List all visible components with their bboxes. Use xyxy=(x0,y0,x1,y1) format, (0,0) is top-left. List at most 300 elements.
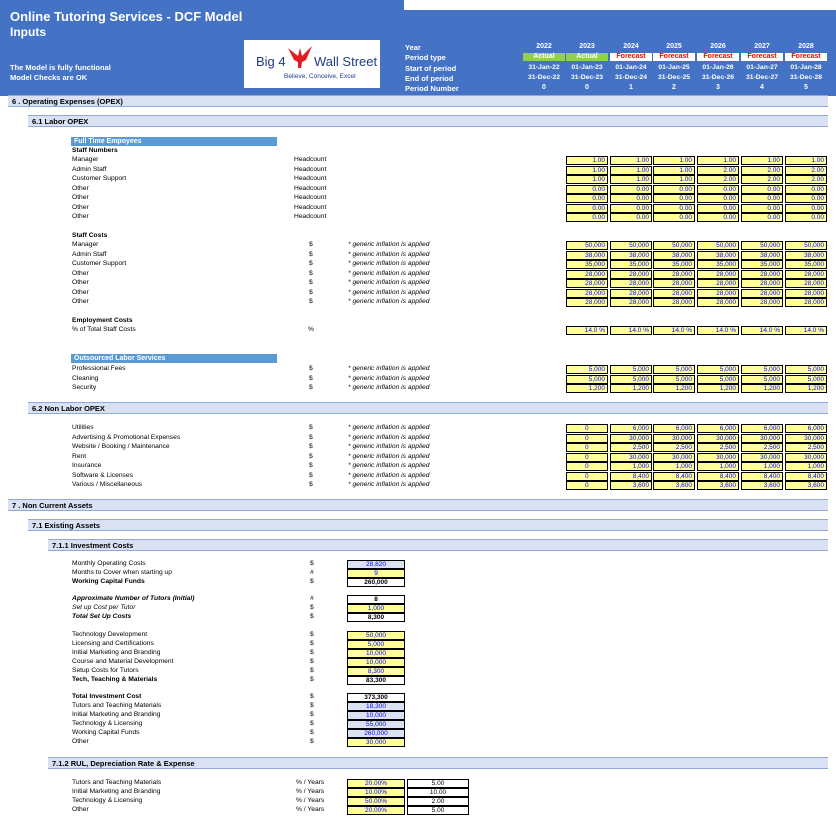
non-labor-note: * generic inflation is applied xyxy=(348,433,430,441)
staff-number-input-cell[interactable]: 1.00 xyxy=(566,166,608,175)
staff-cost-input-cell[interactable]: 35,000 xyxy=(610,260,652,269)
investment-cell: 83,300 xyxy=(347,676,405,685)
period-start: 01-Jan-27 xyxy=(746,64,778,71)
staff-number-input-cell[interactable]: 0.00 xyxy=(610,213,652,222)
period-number: 2 xyxy=(672,84,676,91)
non-labor-label: Software & Licenses xyxy=(72,471,133,479)
staff-number-input-cell[interactable]: 1.00 xyxy=(610,166,652,175)
staff-number-input-cell[interactable]: 0.00 xyxy=(697,213,739,222)
staff-cost-input-cell[interactable]: 28,000 xyxy=(697,279,739,288)
investment-unit: $ xyxy=(310,631,314,638)
non-labor-input-cell[interactable]: 3,600 xyxy=(741,481,783,490)
outsourced-label: Security xyxy=(72,384,97,391)
depreciation-rate-cell[interactable]: 10.00% xyxy=(347,788,405,797)
staff-cost-input-cell[interactable]: 28,000 xyxy=(741,270,783,279)
staff-cost-input-cell[interactable]: 50,000 xyxy=(741,241,783,250)
staff-number-input-cell[interactable]: 0.00 xyxy=(566,213,608,222)
staff-cost-input-cell[interactable]: 28,000 xyxy=(653,289,695,298)
investment-label: Other xyxy=(72,738,89,745)
non-labor-input-cell[interactable]: 30,000 xyxy=(697,434,739,443)
staff-number-input-cell[interactable]: 0.00 xyxy=(610,194,652,203)
period-end: 31-Dec-24 xyxy=(614,74,648,81)
staff-number-input-cell[interactable]: 1.00 xyxy=(653,175,695,184)
staff-number-input-cell[interactable]: 1.00 xyxy=(566,175,608,184)
rul-unit: % / Years xyxy=(296,797,325,804)
non-labor-unit: $ xyxy=(309,424,313,431)
staff-cost-note: * generic inflation is applied xyxy=(348,250,430,258)
investment-unit: $ xyxy=(310,560,314,567)
staff-cost-input-cell[interactable]: 38,000 xyxy=(566,251,608,260)
investment-label: Working Capital Funds xyxy=(72,578,145,585)
staff-number-input-cell[interactable]: 1.00 xyxy=(697,156,739,165)
outsourced-input-cell[interactable]: 1,200 xyxy=(610,384,652,393)
non-labor-note: * generic inflation is applied xyxy=(348,471,430,479)
non-labor-input-cell[interactable]: 1,000 xyxy=(741,462,783,471)
non-labor-input-cell[interactable]: 3,600 xyxy=(610,481,652,490)
staff-cost-input-cell[interactable]: 28,000 xyxy=(610,270,652,279)
outsourced-input-cell[interactable]: 5,000 xyxy=(697,375,739,384)
staff-cost-input-cell[interactable]: 35,000 xyxy=(697,260,739,269)
investment-unit: $ xyxy=(310,613,314,620)
staff-number-label: Other xyxy=(72,203,89,211)
period-start: 01-Jan-23 xyxy=(571,64,603,71)
year-label: 2025 xyxy=(666,43,682,50)
period-type-forecast: Forecast xyxy=(653,53,695,61)
non-labor-input-cell[interactable]: 2,500 xyxy=(741,443,783,452)
rul-label: Other xyxy=(72,806,89,813)
staff-cost-input-cell[interactable]: 35,000 xyxy=(741,260,783,269)
outsourced-input-cell[interactable]: 5,000 xyxy=(610,365,652,374)
sheet-title: Inputs xyxy=(10,25,46,39)
investment-label: Tech, Teaching & Materials xyxy=(72,676,158,683)
investment-cell[interactable]: 10,000 xyxy=(347,658,405,667)
investment-unit: $ xyxy=(310,693,314,700)
staff-cost-label: Other xyxy=(72,279,89,286)
period-type-forecast: Forecast xyxy=(741,53,783,61)
non-labor-input-cell[interactable]: 3,600 xyxy=(653,481,695,490)
investment-cell[interactable]: 260,000 xyxy=(347,729,405,738)
staff-cost-input-cell[interactable]: 28,000 xyxy=(566,298,608,307)
staff-cost-input-cell[interactable]: 28,000 xyxy=(785,270,827,279)
outsourced-input-cell[interactable]: 1,200 xyxy=(741,384,783,393)
investment-cell[interactable]: 10,000 xyxy=(347,711,405,720)
non-labor-input-cell[interactable]: 0 xyxy=(566,424,608,433)
staff-number-input-cell[interactable]: 2.00 xyxy=(697,166,739,175)
period-type-forecast: Forecast xyxy=(785,53,827,61)
investment-label: Set up Cost per Tutor xyxy=(72,604,136,611)
non-labor-input-cell[interactable]: 2,500 xyxy=(653,443,695,452)
staff-number-input-cell[interactable]: 0.00 xyxy=(566,194,608,203)
staff-number-input-cell[interactable]: 0.00 xyxy=(697,194,739,203)
non-labor-label: Various / Miscellaneous xyxy=(72,481,143,488)
outsourced-header: Outsourced Labor Services xyxy=(71,354,277,363)
investment-cell[interactable]: 8 xyxy=(347,595,405,604)
outsourced-input-cell[interactable]: 1,200 xyxy=(697,384,739,393)
staff-cost-input-cell[interactable]: 35,000 xyxy=(653,260,695,269)
ec-unit: % xyxy=(308,326,314,333)
investment-cell[interactable]: 8,300 xyxy=(347,667,405,676)
ec-label: % of Total Staff Costs xyxy=(72,326,136,333)
staff-cost-input-cell[interactable]: 38,000 xyxy=(785,251,827,260)
non-labor-input-cell[interactable]: 2,500 xyxy=(610,443,652,452)
non-labor-input-cell[interactable]: 6,000 xyxy=(741,424,783,433)
staff-cost-note: * generic inflation is applied xyxy=(348,288,430,296)
staff-cost-unit: $ xyxy=(309,288,313,296)
investment-label: Course and Material Development xyxy=(72,658,174,665)
staff-cost-input-cell[interactable]: 50,000 xyxy=(653,241,695,250)
staff-number-input-cell[interactable]: 0.00 xyxy=(697,185,739,194)
staff-number-input-cell[interactable]: 0.00 xyxy=(741,185,783,194)
non-labor-input-cell[interactable]: 0 xyxy=(566,443,608,452)
staff-cost-input-cell[interactable]: 50,000 xyxy=(785,241,827,250)
staff-cost-unit: $ xyxy=(309,241,313,248)
non-labor-input-cell[interactable]: 1,000 xyxy=(653,462,695,471)
investment-cell[interactable]: 10,000 xyxy=(347,649,405,658)
investment-label: Months to Cover when starting up xyxy=(72,569,172,576)
employment-cost-cell[interactable]: 14.0 % xyxy=(697,326,739,335)
non-labor-input-cell[interactable]: 6,000 xyxy=(785,424,827,433)
period-type-actual: Actual xyxy=(566,53,608,61)
staff-cost-unit: $ xyxy=(309,269,313,277)
non-labor-input-cell[interactable]: 1,000 xyxy=(697,462,739,471)
row-label-period-number: Period Number xyxy=(405,84,459,93)
staff-number-label: Customer Support xyxy=(72,175,127,182)
employment-costs-heading: Employment Costs xyxy=(72,317,133,324)
investment-unit: $ xyxy=(310,658,314,665)
staff-number-input-cell[interactable]: 0.00 xyxy=(741,204,783,213)
period-end: 31-Dec-27 xyxy=(745,74,779,81)
staff-number-input-cell[interactable]: 2.00 xyxy=(741,166,783,175)
period-end: 31-Dec-25 xyxy=(657,74,691,81)
period-end: 31-Dec-23 xyxy=(570,74,604,81)
non-labor-input-cell[interactable]: 6,000 xyxy=(610,424,652,433)
non-labor-input-cell[interactable]: 3,600 xyxy=(785,481,827,490)
investment-label: Initial Marketing and Branding xyxy=(72,649,161,656)
staff-cost-input-cell[interactable]: 28,000 xyxy=(566,289,608,298)
row-label-start: Start of period xyxy=(405,64,457,73)
non-labor-input-cell[interactable]: 30,000 xyxy=(741,453,783,462)
staff-number-input-cell[interactable]: 0.00 xyxy=(741,213,783,222)
employment-cost-cell[interactable]: 14.0 % xyxy=(741,326,783,335)
depreciation-rate-cell[interactable]: 20.00% xyxy=(347,779,405,788)
non-labor-input-cell[interactable]: 30,000 xyxy=(610,434,652,443)
non-labor-unit: $ xyxy=(309,443,313,450)
row-label-period-type: Period type xyxy=(405,53,446,62)
investment-unit: $ xyxy=(310,667,314,674)
staff-cost-input-cell[interactable]: 28,000 xyxy=(785,298,827,307)
investment-label: Technology & Licensing xyxy=(72,720,143,727)
investment-cell: 260,000 xyxy=(347,578,405,587)
investment-label: Initial Marketing and Branding xyxy=(72,711,161,718)
rul-years-cell: 5.00 xyxy=(407,806,469,815)
staff-number-unit: Headcount xyxy=(294,156,327,163)
staff-number-input-cell[interactable]: 2.00 xyxy=(785,175,827,184)
non-labor-note: * generic inflation is applied xyxy=(348,443,430,450)
staff-cost-label: Customer Support xyxy=(72,260,127,267)
section-7-1-2-header: 7.1.2 RUL, Depreciation Rate & Expense xyxy=(48,757,828,769)
staff-cost-note: * generic inflation is applied xyxy=(348,260,430,267)
outsourced-input-cell[interactable]: 5,000 xyxy=(653,375,695,384)
staff-number-input-cell[interactable]: 0.00 xyxy=(610,185,652,194)
section-7-1-header: 7.1 Existing Assets xyxy=(28,519,828,531)
outsourced-input-cell[interactable]: 5,000 xyxy=(566,365,608,374)
non-labor-input-cell[interactable]: 1,000 xyxy=(785,462,827,471)
staff-number-input-cell[interactable]: 0.00 xyxy=(566,185,608,194)
non-labor-input-cell[interactable]: 30,000 xyxy=(785,434,827,443)
outsourced-note: * generic inflation is applied xyxy=(348,384,430,391)
investment-label: Total Set Up Costs xyxy=(72,613,132,620)
staff-cost-input-cell[interactable]: 38,000 xyxy=(741,251,783,260)
section-6-1-header: 6.1 Labor OPEX xyxy=(28,115,828,127)
section-6-2-header: 6.2 Non Labor OPEX xyxy=(28,402,828,414)
investment-unit: $ xyxy=(310,604,314,611)
staff-number-input-cell[interactable]: 0.00 xyxy=(741,194,783,203)
non-labor-input-cell[interactable]: 6,000 xyxy=(697,424,739,433)
staff-cost-input-cell[interactable]: 38,000 xyxy=(697,251,739,260)
outsourced-label: Professional Fees xyxy=(72,365,126,372)
investment-cell[interactable]: 9 xyxy=(347,569,405,578)
staff-cost-input-cell[interactable]: 28,000 xyxy=(741,298,783,307)
non-labor-input-cell[interactable]: 30,000 xyxy=(610,453,652,462)
employment-cost-cell[interactable]: 14.0 % xyxy=(785,326,827,335)
staff-number-input-cell[interactable]: 0.00 xyxy=(785,213,827,222)
non-labor-input-cell[interactable]: 30,000 xyxy=(653,453,695,462)
staff-number-input-cell[interactable]: 1.00 xyxy=(566,156,608,165)
staff-number-input-cell[interactable]: 1.00 xyxy=(741,156,783,165)
staff-cost-input-cell[interactable]: 28,000 xyxy=(610,289,652,298)
non-labor-input-cell[interactable]: 3,600 xyxy=(697,481,739,490)
period-start: 01-Jan-28 xyxy=(790,64,822,71)
outsourced-unit: $ xyxy=(309,365,313,372)
staff-cost-label: Other xyxy=(72,269,89,277)
non-labor-input-cell[interactable]: 0 xyxy=(566,472,608,481)
outsourced-unit: $ xyxy=(309,374,313,382)
non-labor-note: * generic inflation is applied xyxy=(348,452,430,460)
outsourced-input-cell[interactable]: 1,200 xyxy=(785,384,827,393)
staff-number-input-cell[interactable]: 0.00 xyxy=(785,204,827,213)
investment-unit: $ xyxy=(310,676,314,683)
staff-cost-unit: $ xyxy=(309,250,313,258)
investment-unit: $ xyxy=(310,702,314,709)
staff-number-unit: Headcount xyxy=(294,194,327,201)
staff-cost-input-cell[interactable]: 28,000 xyxy=(566,270,608,279)
non-labor-label: Utilities xyxy=(72,424,94,431)
staff-cost-input-cell[interactable]: 28,000 xyxy=(697,298,739,307)
staff-number-input-cell[interactable]: 0.00 xyxy=(785,194,827,203)
period-start: 01-Jan-24 xyxy=(615,64,647,71)
staff-number-label: Manager xyxy=(72,156,99,163)
staff-number-input-cell[interactable]: 0.00 xyxy=(697,204,739,213)
staff-cost-input-cell[interactable]: 28,000 xyxy=(785,279,827,288)
depreciation-rate-cell[interactable]: 50.00% xyxy=(347,797,405,806)
investment-cell[interactable]: 30,000 xyxy=(347,738,405,747)
investment-label: Setup Costs for Tutors xyxy=(72,667,139,674)
non-labor-input-cell[interactable]: 8,400 xyxy=(653,472,695,481)
non-labor-note: * generic inflation is applied xyxy=(348,424,430,431)
period-number: 0 xyxy=(542,84,546,91)
non-labor-input-cell[interactable]: 1,000 xyxy=(610,462,652,471)
period-start: 31-Jan-22 xyxy=(528,64,560,71)
non-labor-input-cell[interactable]: 0 xyxy=(566,481,608,490)
non-labor-label: Advertising & Promotional Expenses xyxy=(72,433,181,441)
investment-unit: # xyxy=(310,569,314,576)
outsourced-input-cell[interactable]: 5,000 xyxy=(653,365,695,374)
non-labor-input-cell[interactable]: 8,400 xyxy=(741,472,783,481)
outsourced-input-cell[interactable]: 5,000 xyxy=(741,365,783,374)
staff-cost-input-cell[interactable]: 28,000 xyxy=(785,289,827,298)
staff-number-input-cell[interactable]: 2.00 xyxy=(785,166,827,175)
staff-cost-input-cell[interactable]: 50,000 xyxy=(697,241,739,250)
staff-cost-input-cell[interactable]: 28,000 xyxy=(697,270,739,279)
non-labor-input-cell[interactable]: 2,500 xyxy=(697,443,739,452)
rul-years-cell: 10.00 xyxy=(407,788,469,797)
investment-unit: $ xyxy=(310,738,314,745)
outsourced-note: * generic inflation is applied xyxy=(348,374,430,382)
non-labor-input-cell[interactable]: 2,500 xyxy=(785,443,827,452)
period-number: 0 xyxy=(585,84,589,91)
outsourced-input-cell[interactable]: 5,000 xyxy=(610,375,652,384)
model-title: Online Tutoring Services - DCF Model xyxy=(10,9,243,24)
investment-cell: 8,300 xyxy=(347,613,405,622)
period-end: 31-Dec-28 xyxy=(789,74,823,81)
non-labor-input-cell[interactable]: 30,000 xyxy=(785,453,827,462)
non-labor-input-cell[interactable]: 30,000 xyxy=(741,434,783,443)
non-labor-unit: $ xyxy=(309,452,313,460)
period-start: 01-Jan-26 xyxy=(702,64,734,71)
staff-cost-input-cell[interactable]: 28,000 xyxy=(697,289,739,298)
non-labor-input-cell[interactable]: 8,400 xyxy=(785,472,827,481)
investment-cell[interactable]: 1,000 xyxy=(347,604,405,613)
staff-cost-input-cell[interactable]: 28,000 xyxy=(741,279,783,288)
non-labor-input-cell[interactable]: 6,000 xyxy=(653,424,695,433)
staff-cost-input-cell[interactable]: 28,000 xyxy=(610,279,652,288)
non-labor-unit: $ xyxy=(309,471,313,479)
period-number: 3 xyxy=(716,84,720,91)
non-labor-label: Insurance xyxy=(72,462,102,469)
rul-unit: % / Years xyxy=(296,806,325,813)
staff-number-input-cell[interactable]: 0.00 xyxy=(610,204,652,213)
period-type-forecast: Forecast xyxy=(697,53,739,61)
staff-number-label: Other xyxy=(72,184,89,192)
investment-unit: $ xyxy=(310,711,314,718)
staff-cost-input-cell[interactable]: 28,000 xyxy=(653,298,695,307)
staff-number-input-cell[interactable]: 0.00 xyxy=(566,204,608,213)
staff-number-input-cell[interactable]: 0.00 xyxy=(653,194,695,203)
outsourced-input-cell[interactable]: 5,000 xyxy=(697,365,739,374)
year-label: 2024 xyxy=(623,43,639,50)
staff-cost-unit: $ xyxy=(309,260,313,267)
staff-number-input-cell[interactable]: 2.00 xyxy=(741,175,783,184)
staff-number-unit: Headcount xyxy=(294,203,327,211)
staff-cost-unit: $ xyxy=(309,298,313,305)
rul-label: Initial Marketing and Branding xyxy=(72,788,161,795)
outsourced-input-cell[interactable]: 5,000 xyxy=(741,375,783,384)
staff-number-input-cell[interactable]: 1.00 xyxy=(653,156,695,165)
staff-cost-note: * generic inflation is applied xyxy=(348,279,430,286)
non-labor-input-cell[interactable]: 0 xyxy=(566,434,608,443)
non-labor-input-cell[interactable]: 0 xyxy=(566,453,608,462)
staff-cost-input-cell[interactable]: 28,000 xyxy=(653,270,695,279)
staff-number-input-cell[interactable]: 0.00 xyxy=(785,185,827,194)
staff-cost-input-cell[interactable]: 50,000 xyxy=(610,241,652,250)
staff-cost-input-cell[interactable]: 38,000 xyxy=(653,251,695,260)
investment-cell: 373,300 xyxy=(347,693,405,702)
non-labor-input-cell[interactable]: 8,400 xyxy=(697,472,739,481)
investment-unit: $ xyxy=(310,640,314,647)
staff-cost-input-cell[interactable]: 28,000 xyxy=(653,279,695,288)
staff-number-input-cell[interactable]: 1.00 xyxy=(610,175,652,184)
staff-cost-unit: $ xyxy=(309,279,313,286)
staff-cost-input-cell[interactable]: 28,000 xyxy=(566,279,608,288)
staff-cost-input-cell[interactable]: 35,000 xyxy=(785,260,827,269)
investment-cell[interactable]: 50,000 xyxy=(347,631,405,640)
investment-cell[interactable]: 55,000 xyxy=(347,720,405,729)
staff-cost-input-cell[interactable]: 28,000 xyxy=(610,298,652,307)
outsourced-input-cell[interactable]: 1,200 xyxy=(653,384,695,393)
fte-header: Full Time Empoyees xyxy=(71,137,277,146)
depreciation-rate-cell[interactable]: 20.00% xyxy=(347,806,405,815)
outsourced-input-cell[interactable]: 5,000 xyxy=(785,375,827,384)
staff-number-input-cell[interactable]: 1.00 xyxy=(653,166,695,175)
non-labor-input-cell[interactable]: 30,000 xyxy=(653,434,695,443)
investment-label: Working Capital Funds xyxy=(72,729,140,736)
period-end: 31-Dec-26 xyxy=(701,74,735,81)
employment-cost-cell[interactable]: 14.0 % xyxy=(566,326,608,335)
period-end: 31-Dec-22 xyxy=(527,74,561,81)
staff-cost-note: * generic inflation is applied xyxy=(348,298,430,305)
employment-cost-cell[interactable]: 14.0 % xyxy=(610,326,652,335)
year-label: 2027 xyxy=(754,43,770,50)
staff-number-input-cell[interactable]: 1.00 xyxy=(610,156,652,165)
investment-cell[interactable]: 18,300 xyxy=(347,702,405,711)
rul-label: Technology & Licensing xyxy=(72,797,143,804)
staff-number-input-cell[interactable]: 0.00 xyxy=(653,213,695,222)
staff-number-unit: Headcount xyxy=(294,213,327,220)
rul-years-cell: 5.00 xyxy=(407,779,469,788)
investment-unit: $ xyxy=(310,720,314,727)
non-labor-input-cell[interactable]: 8,400 xyxy=(610,472,652,481)
non-labor-unit: $ xyxy=(309,433,313,441)
year-label: 2028 xyxy=(798,43,814,50)
staff-cost-label: Admin Staff xyxy=(72,250,107,258)
investment-cell[interactable]: 5,000 xyxy=(347,640,405,649)
logo-text-left: Big 4 xyxy=(256,54,286,69)
year-label: 2026 xyxy=(710,43,726,50)
outsourced-input-cell[interactable]: 1,200 xyxy=(566,384,608,393)
non-labor-label: Website / Booking / Maintenance xyxy=(72,443,170,450)
non-labor-unit: $ xyxy=(309,481,313,488)
period-number: 1 xyxy=(629,84,633,91)
period-type-forecast: Forecast xyxy=(610,53,652,61)
staff-number-input-cell[interactable]: 0.00 xyxy=(653,185,695,194)
staff-number-input-cell[interactable]: 2.00 xyxy=(697,175,739,184)
staff-cost-input-cell[interactable]: 28,000 xyxy=(741,289,783,298)
staff-number-input-cell[interactable]: 1.00 xyxy=(785,156,827,165)
staff-cost-input-cell[interactable]: 50,000 xyxy=(566,241,608,250)
non-labor-input-cell[interactable]: 0 xyxy=(566,462,608,471)
staff-cost-input-cell[interactable]: 35,000 xyxy=(566,260,608,269)
investment-unit: # xyxy=(310,595,314,602)
staff-number-input-cell[interactable]: 0.00 xyxy=(653,204,695,213)
logo-text-right: Wall Street xyxy=(314,54,378,69)
non-labor-input-cell[interactable]: 30,000 xyxy=(697,453,739,462)
staff-cost-input-cell[interactable]: 38,000 xyxy=(610,251,652,260)
employment-cost-cell[interactable]: 14.0 % xyxy=(653,326,695,335)
investment-cell[interactable]: 28,820 xyxy=(347,560,405,569)
outsourced-input-cell[interactable]: 5,000 xyxy=(566,375,608,384)
non-labor-note: * generic inflation is applied xyxy=(348,462,430,469)
outsourced-input-cell[interactable]: 5,000 xyxy=(785,365,827,374)
